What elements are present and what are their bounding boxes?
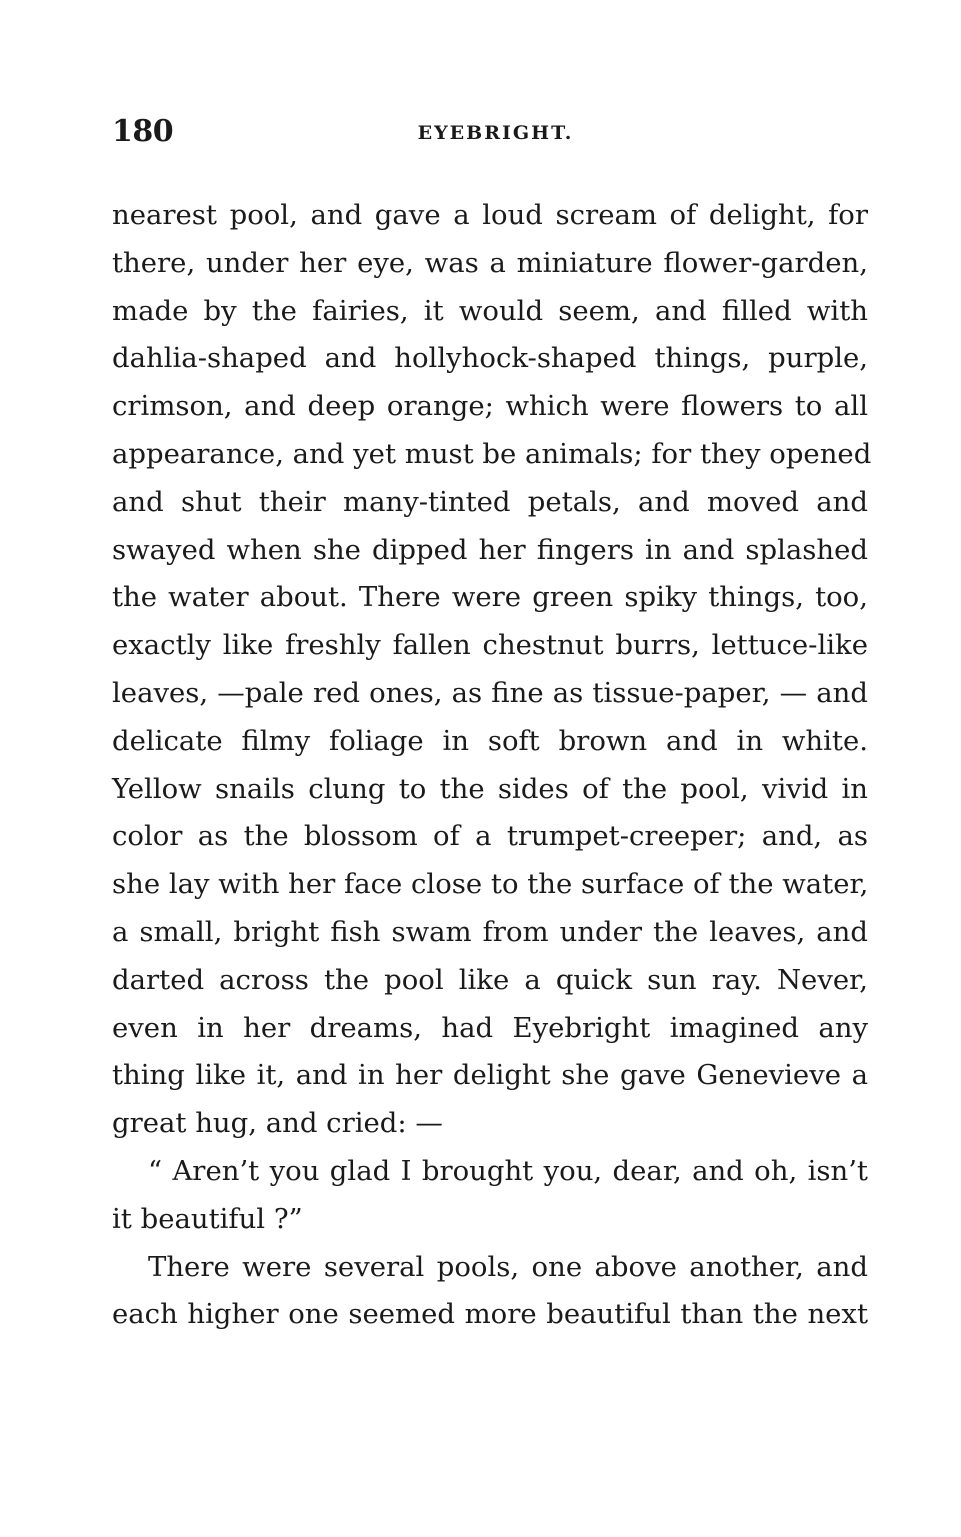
- text-line: There were several pools, one above another, and: [148, 1250, 868, 1283]
- text-line: swayed when she dipped her fingers in and splashed: [112, 533, 868, 566]
- text-line: darted across the pool like a quick sun ray. Never,: [112, 963, 868, 996]
- text-line: Yellow snails clung to the sides of the pool, vivid in: [112, 772, 868, 805]
- text-line: appearance, and yet must be animals; for they opened: [112, 437, 872, 470]
- text-line: there, under her eye, was a miniature flower-garden,: [112, 246, 868, 279]
- text-line: it beautiful ?”: [112, 1202, 303, 1235]
- page-number: 180: [112, 114, 174, 149]
- text-line: great hug, and cried: —: [112, 1107, 443, 1140]
- text-line: thing like it, and in her delight she gave Genevieve a: [112, 1059, 868, 1092]
- text-line: dahlia-shaped and hollyhock-shaped things, purple,: [112, 342, 868, 375]
- text-line: color as the blossom of a trumpet-creeper; and, as: [112, 820, 868, 853]
- running-title: EYEBRIGHT.: [417, 122, 574, 144]
- text-line: leaves, —pale red ones, as fine as tissue-paper, — and: [112, 676, 868, 709]
- text-line: delicate filmy foliage in soft brown and in white.: [112, 724, 868, 757]
- text-line: and shut their many-tinted petals, and moved and: [112, 485, 868, 518]
- text-line: the water about. There were green spiky things, too,: [112, 581, 868, 614]
- text-line: “ Aren’t you glad I brought you, dear, and oh, isn’t: [148, 1154, 868, 1187]
- text-line: she lay with her face close to the surface of the water,: [112, 868, 869, 901]
- text-line: nearest pool, and gave a loud scream of delight, for: [112, 199, 868, 231]
- body-text: [112, 192, 872, 1339]
- text-line: a small, bright fish swam from under the leaves, and: [112, 915, 868, 948]
- text-line: exactly like freshly fallen chestnut burrs, lettuce-like: [112, 629, 868, 662]
- text-line: even in her dreams, had Eyebright imagined any: [112, 1011, 868, 1044]
- text-line: made by the fairies, it would seem, and filled with: [112, 294, 868, 327]
- text-line: each higher one seemed more beautiful than the next: [112, 1298, 868, 1331]
- text-line: crimson, and deep orange; which were flowers to all: [112, 390, 868, 423]
